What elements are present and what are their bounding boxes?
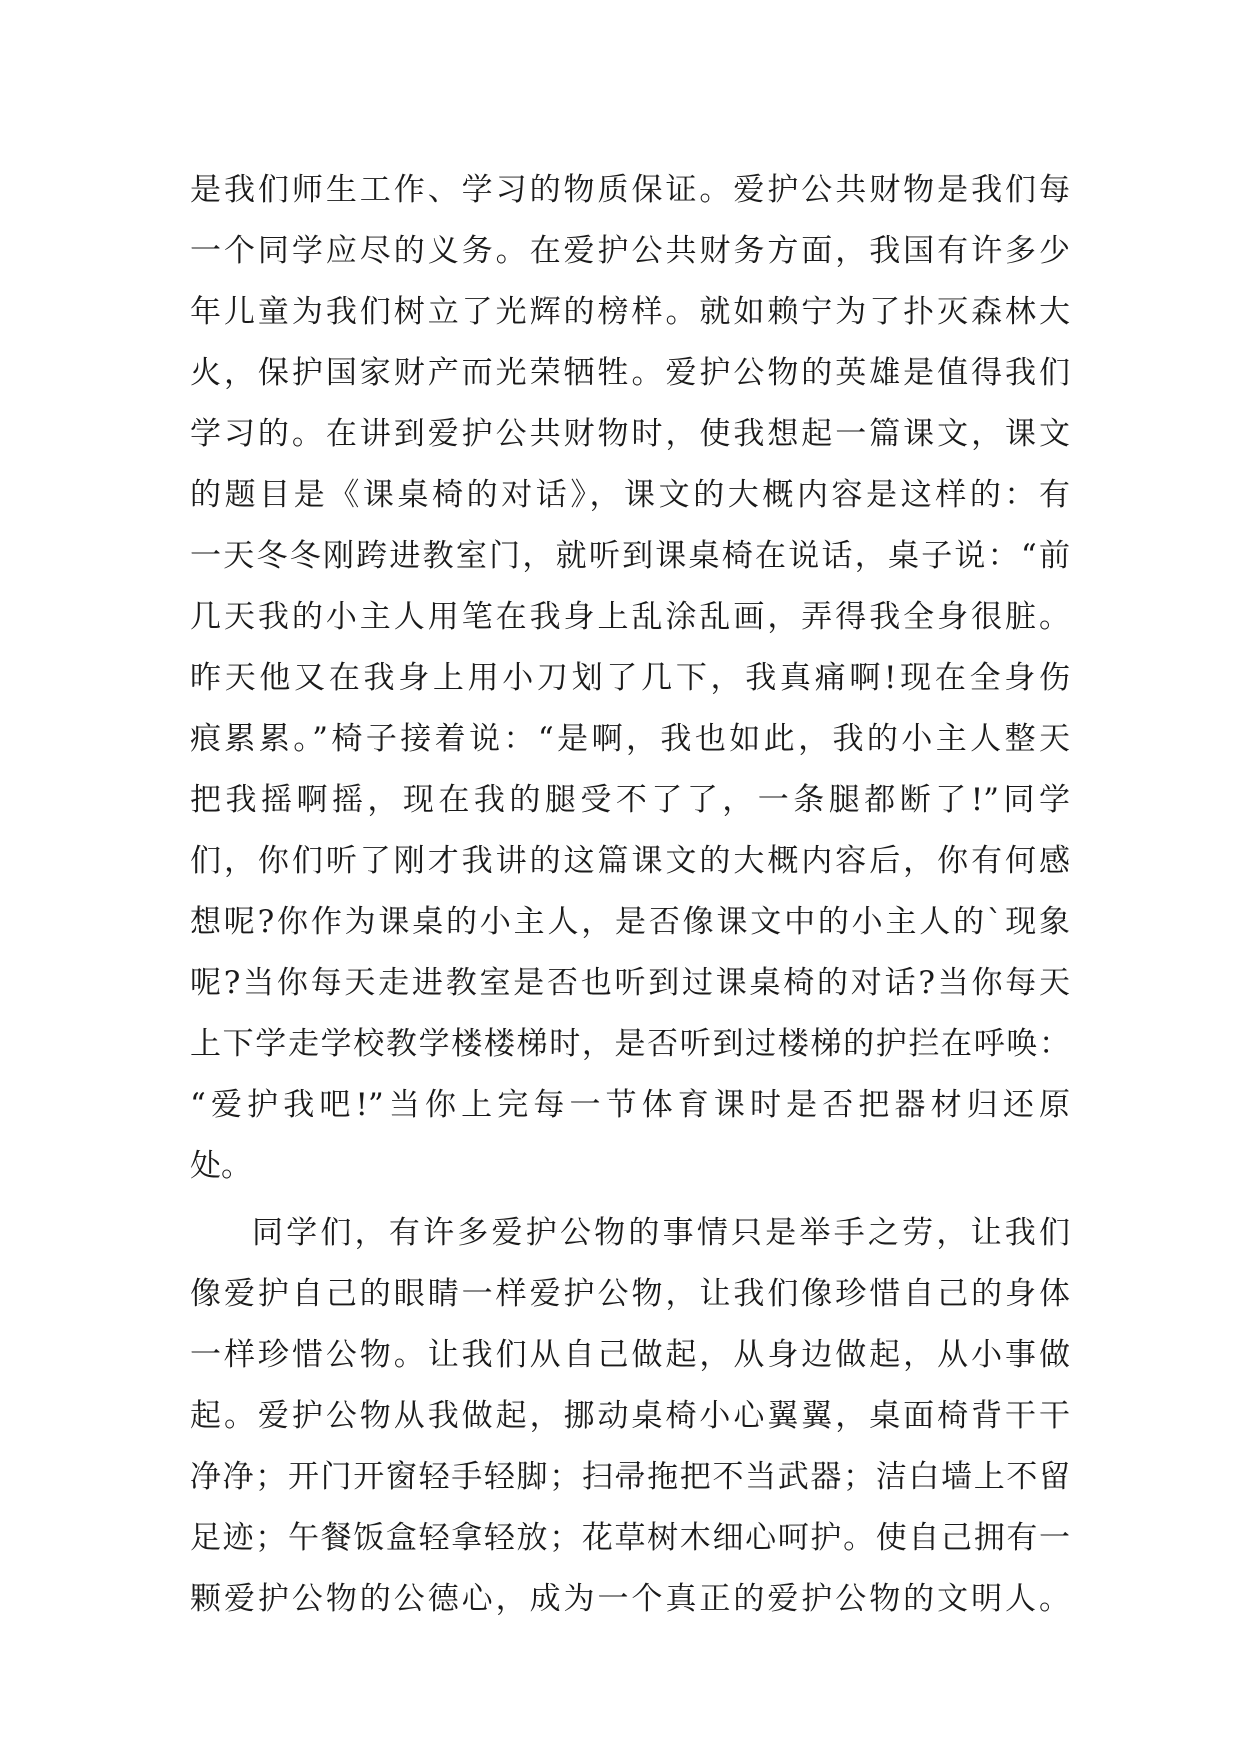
text-line: 昨天他又在我身上用小刀划了几下，我真痛啊!现在全身伤 xyxy=(190,660,1070,696)
paragraph-2 xyxy=(190,1203,1070,1630)
text-line: 起。爱护公物从我做起，挪动桌椅小心翼翼，桌面椅背干干 xyxy=(190,1398,1070,1434)
text-line: 一样珍惜公物。让我们从自己做起，从身边做起，从小事做 xyxy=(190,1337,1070,1373)
document-body xyxy=(190,160,1070,1630)
text-line: 学习的。在讲到爱护公共财物时，使我想起一篇课文，课文 xyxy=(190,416,1070,452)
text-line: 把我摇啊摇，现在我的腿受不了了，一条腿都断了!”同学 xyxy=(190,782,1070,818)
text-line: 颗爱护公物的公德心，成为一个真正的爱护公物的文明人。 xyxy=(190,1581,1070,1617)
text-line: 上下学走学校教学楼楼梯时，是否听到过楼梯的护拦在呼唤： xyxy=(190,1026,1070,1062)
text-line: 同学们，有许多爱护公物的事情只是举手之劳，让我们 xyxy=(252,1215,1070,1251)
text-line: 几天我的小主人用笔在我身上乱涂乱画，弄得我全身很脏。 xyxy=(190,599,1070,635)
text-line: 一个同学应尽的义务。在爱护公共财务方面，我国有许多少 xyxy=(190,233,1070,269)
text-line: 处。 xyxy=(190,1148,252,1184)
paragraph-1 xyxy=(190,160,1070,1197)
text-line: 一天冬冬刚跨进教室门，就听到课桌椅在说话，桌子说：“前 xyxy=(190,538,1070,574)
text-line: 们，你们听了刚才我讲的这篇课文的大概内容后，你有何感 xyxy=(190,843,1070,879)
text-line: “爱护我吧!”当你上完每一节体育课时是否把器材归还原 xyxy=(190,1087,1070,1123)
text-line: 足迹；午餐饭盒轻拿轻放；花草树木细心呵护。使自己拥有一 xyxy=(190,1520,1070,1556)
text-line: 的题目是《课桌椅的对话》，课文的大概内容是这样的：有 xyxy=(190,477,1070,513)
text-line: 是我们师生工作、学习的物质保证。爱护公共财物是我们每 xyxy=(190,172,1070,208)
text-line: 呢?当你每天走进教室是否也听到过课桌椅的对话?当你每天 xyxy=(190,965,1070,1001)
text-line: 痕累累。”椅子接着说：“是啊，我也如此，我的小主人整天 xyxy=(190,721,1070,757)
text-line: 年儿童为我们树立了光辉的榜样。就如赖宁为了扑灭森林大 xyxy=(190,294,1070,330)
text-line: 像爱护自己的眼睛一样爱护公物，让我们像珍惜自己的身体 xyxy=(190,1276,1070,1312)
text-line: 想呢?你作为课桌的小主人，是否像课文中的小主人的`现象 xyxy=(190,904,1070,940)
text-line: 净净；开门开窗轻手轻脚；扫帚拖把不当武器；洁白墙上不留 xyxy=(190,1459,1070,1495)
text-line: 火，保护国家财产而光荣牺牲。爱护公物的英雄是值得我们 xyxy=(190,355,1070,391)
